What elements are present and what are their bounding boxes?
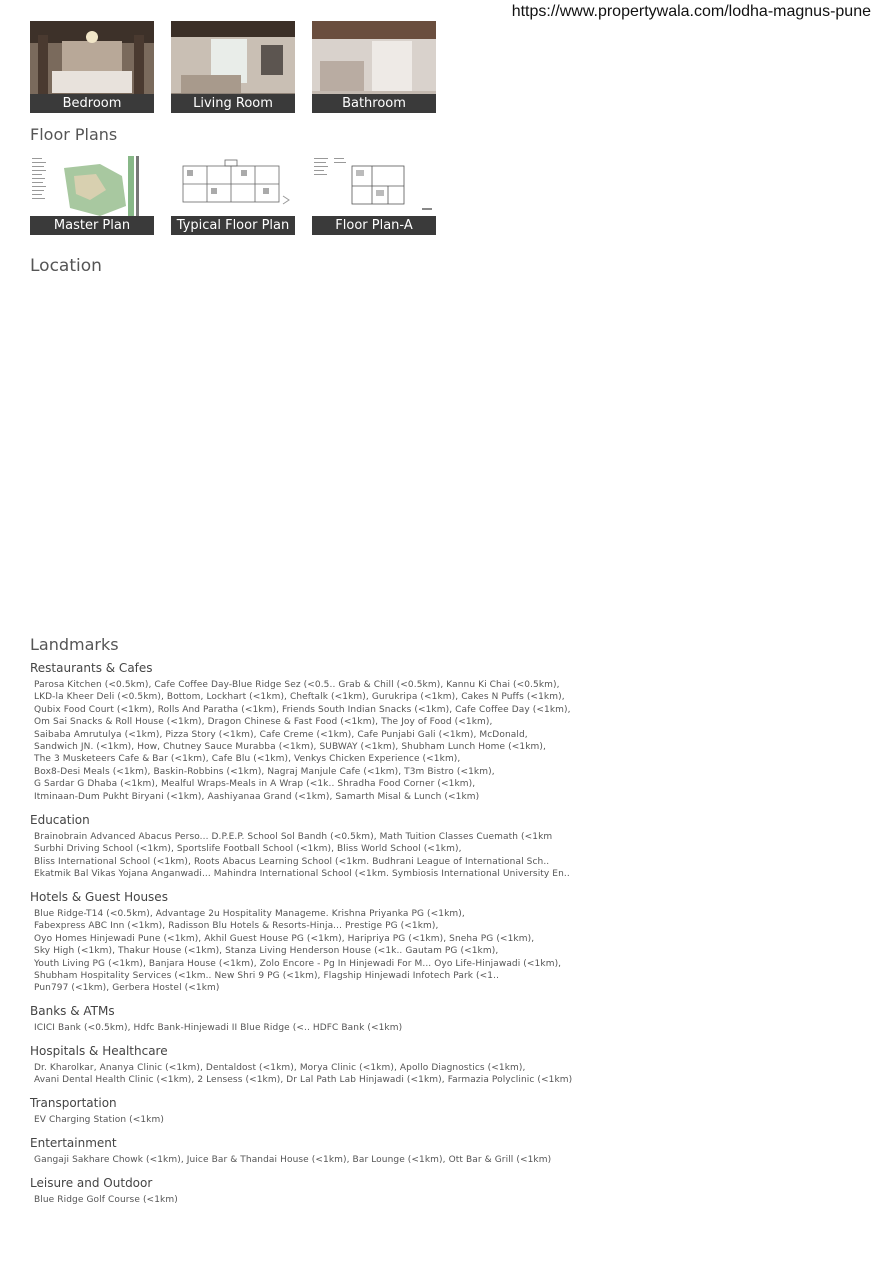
landmark-list: EV Charging Station (<1km)	[34, 1115, 164, 1125]
landmark-category-leisure	[30, 1176, 630, 1206]
floor-plans-title: Floor Plans	[30, 125, 118, 144]
photo-gallery	[30, 21, 436, 113]
landmark-category-education	[30, 813, 630, 881]
floor-plan-thumb-master[interactable]	[30, 156, 154, 235]
landmark-category-heading: Entertainment	[30, 1136, 117, 1150]
landmark-category-hospitals	[30, 1044, 630, 1087]
gallery-caption: Bedroom	[30, 94, 154, 113]
floor-plan-caption: Typical Floor Plan	[171, 216, 295, 235]
floor-plan-caption: Floor Plan-A	[312, 216, 436, 235]
landmark-category-heading: Hotels & Guest Houses	[30, 890, 168, 904]
page-url: https://www.propertywala.com/lodha-magnus-pune	[511, 3, 871, 20]
landmark-list: Dr. Kharolkar, Ananya Clinic (<1km), Dentaldost (<1km), Morya Clinic (<1km), Apollo Diagnostics (<1km), Avani Dental Health Clinic (<1km), 2 Lensess (<1km), Dr Lal Path Lab Hinjawadi (<1km), Farmazia Polyclinic (<1km)	[34, 1063, 573, 1086]
gallery-thumb-bathroom[interactable]	[312, 21, 436, 113]
floor-plan-thumb-typical[interactable]	[171, 156, 295, 235]
landmark-list: ICICI Bank (<0.5km), Hdfc Bank-Hinjewadi II Blue Ridge (<.. HDFC Bank (<1km)	[34, 1023, 403, 1033]
gallery-caption: Bathroom	[312, 94, 436, 113]
landmark-category-heading: Restaurants & Cafes	[30, 661, 153, 675]
landmark-category-hotels	[30, 890, 630, 995]
landmark-list: Parosa Kitchen (<0.5km), Cafe Coffee Day-Blue Ridge Sez (<0.5.. Grab & Chill (<0.5km), Kannu Ki Chai (<0.5km), LKD-la Kheer Deli (<0.5km), Bottom, Lockhart (<1km), Cheftalk (<1km), Gurukripa (<1km), Cakes N Puffs (<1km), Qubix Food Court (<1km), Rolls And Paratha (<1km), Friends South Indian Snacks (<1km), Cafe Coffee Day (<1km), Om Sai Snacks & Roll House (<1km), Dragon Chinese & Fast Food (<1km), The Joy of Food (<1km), Saibaba Amrutulya (<1km), Pizza Story (<1km), Cafe Creme (<1km), Cafe Punjabi Gali (<1km), McDonald, Sandwich JN. (<1km), How, Chutney Sauce Murabba (<1km), SUBWAY (<1km), Shubham Lunch Home (<1km), The 3 Musketeers Cafe & Bar (<1km), Cafe Blu (<1km), Venkys Chicken Experience (<1km), Box8-Desi Meals (<1km), Baskin-Robbins (<1km), Nagraj Manjule Cafe (<1km), T3m Bistro (<1km), G Sardar G Dhaba (<1km), Mealful Wraps-Meals in A Wrap (<1k.. Shradha Food Corner (<1km), Itminaan-Dum Pukht Biryani (<1km), Aashiyanaa Grand (<1km), Samarth Misal & Lunch (<1km)	[34, 680, 571, 802]
floor-plan-gallery	[30, 156, 436, 235]
floor-plan-caption: Master Plan	[30, 216, 154, 235]
location-map-area[interactable]	[30, 285, 590, 625]
gallery-thumb-bedroom[interactable]	[30, 21, 154, 113]
landmark-category-transportation	[30, 1096, 630, 1126]
landmark-category-heading: Leisure and Outdoor	[30, 1176, 153, 1190]
location-title: Location	[30, 256, 102, 276]
landmark-list: Blue Ridge-T14 (<0.5km), Advantage 2u Hospitality Manageme. Krishna Priyanka PG (<1km), Fabexpress ABC Inn (<1km), Radisson Blu Hotels & Resorts-Hinja... Prestige PG (<1km), Oyo Homes Hinjewadi Pune (<1km), Akhil Guest House PG (<1km), Haripriya PG (<1km), Sneha PG (<1km), Sky High (<1km), Thakur House (<1km), Stanza Living Henderson House (<1k.. Gautam PG (<1km), Youth Living PG (<1km), Banjara House (<1km), Zolo Encore - Pg In Hinjewadi For M... Oyo Life-Hinjawadi (<1km), Shubham Hospitality Services (<1km.. New Shri 9 PG (<1km), Flagship Hinjewadi Infotech Park (<1.. Pun797 (<1km), Gerbera Hostel (<1km)	[34, 909, 562, 994]
landmark-category-banks	[30, 1004, 630, 1034]
landmark-category-heading: Education	[30, 813, 90, 827]
landmark-category-heading: Transportation	[30, 1096, 117, 1110]
landmark-category-heading: Hospitals & Healthcare	[30, 1044, 168, 1058]
gallery-caption: Living Room	[171, 94, 295, 113]
landmark-category-heading: Banks & ATMs	[30, 1004, 115, 1018]
landmark-list: Gangaji Sakhare Chowk (<1km), Juice Bar & Thandai House (<1km), Bar Lounge (<1km), Ott Bar & Grill (<1km)	[34, 1155, 552, 1165]
landmarks-title: Landmarks	[30, 635, 119, 654]
gallery-thumb-living-room[interactable]	[171, 21, 295, 113]
floor-plan-thumb-a[interactable]	[312, 156, 436, 235]
landmark-category-restaurants	[30, 661, 630, 803]
landmark-list: Brainobrain Advanced Abacus Perso... D.P.E.P. School Sol Bandh (<0.5km), Math Tuition Classes Cuemath (<1km Surbhi Driving School (<1km), Sportslife Football School (<1km), Bliss World School (<1km), Bliss International School (<1km), Roots Abacus Learning School (<1km. Budhrani League of International Sch.. Ekatmik Bal Vikas Yojana Anganwadi... Mahindra International School (<1km. Symbiosis International University En..	[34, 832, 570, 880]
landmark-category-entertainment	[30, 1136, 630, 1166]
landmark-list: Blue Ridge Golf Course (<1km)	[34, 1195, 178, 1205]
